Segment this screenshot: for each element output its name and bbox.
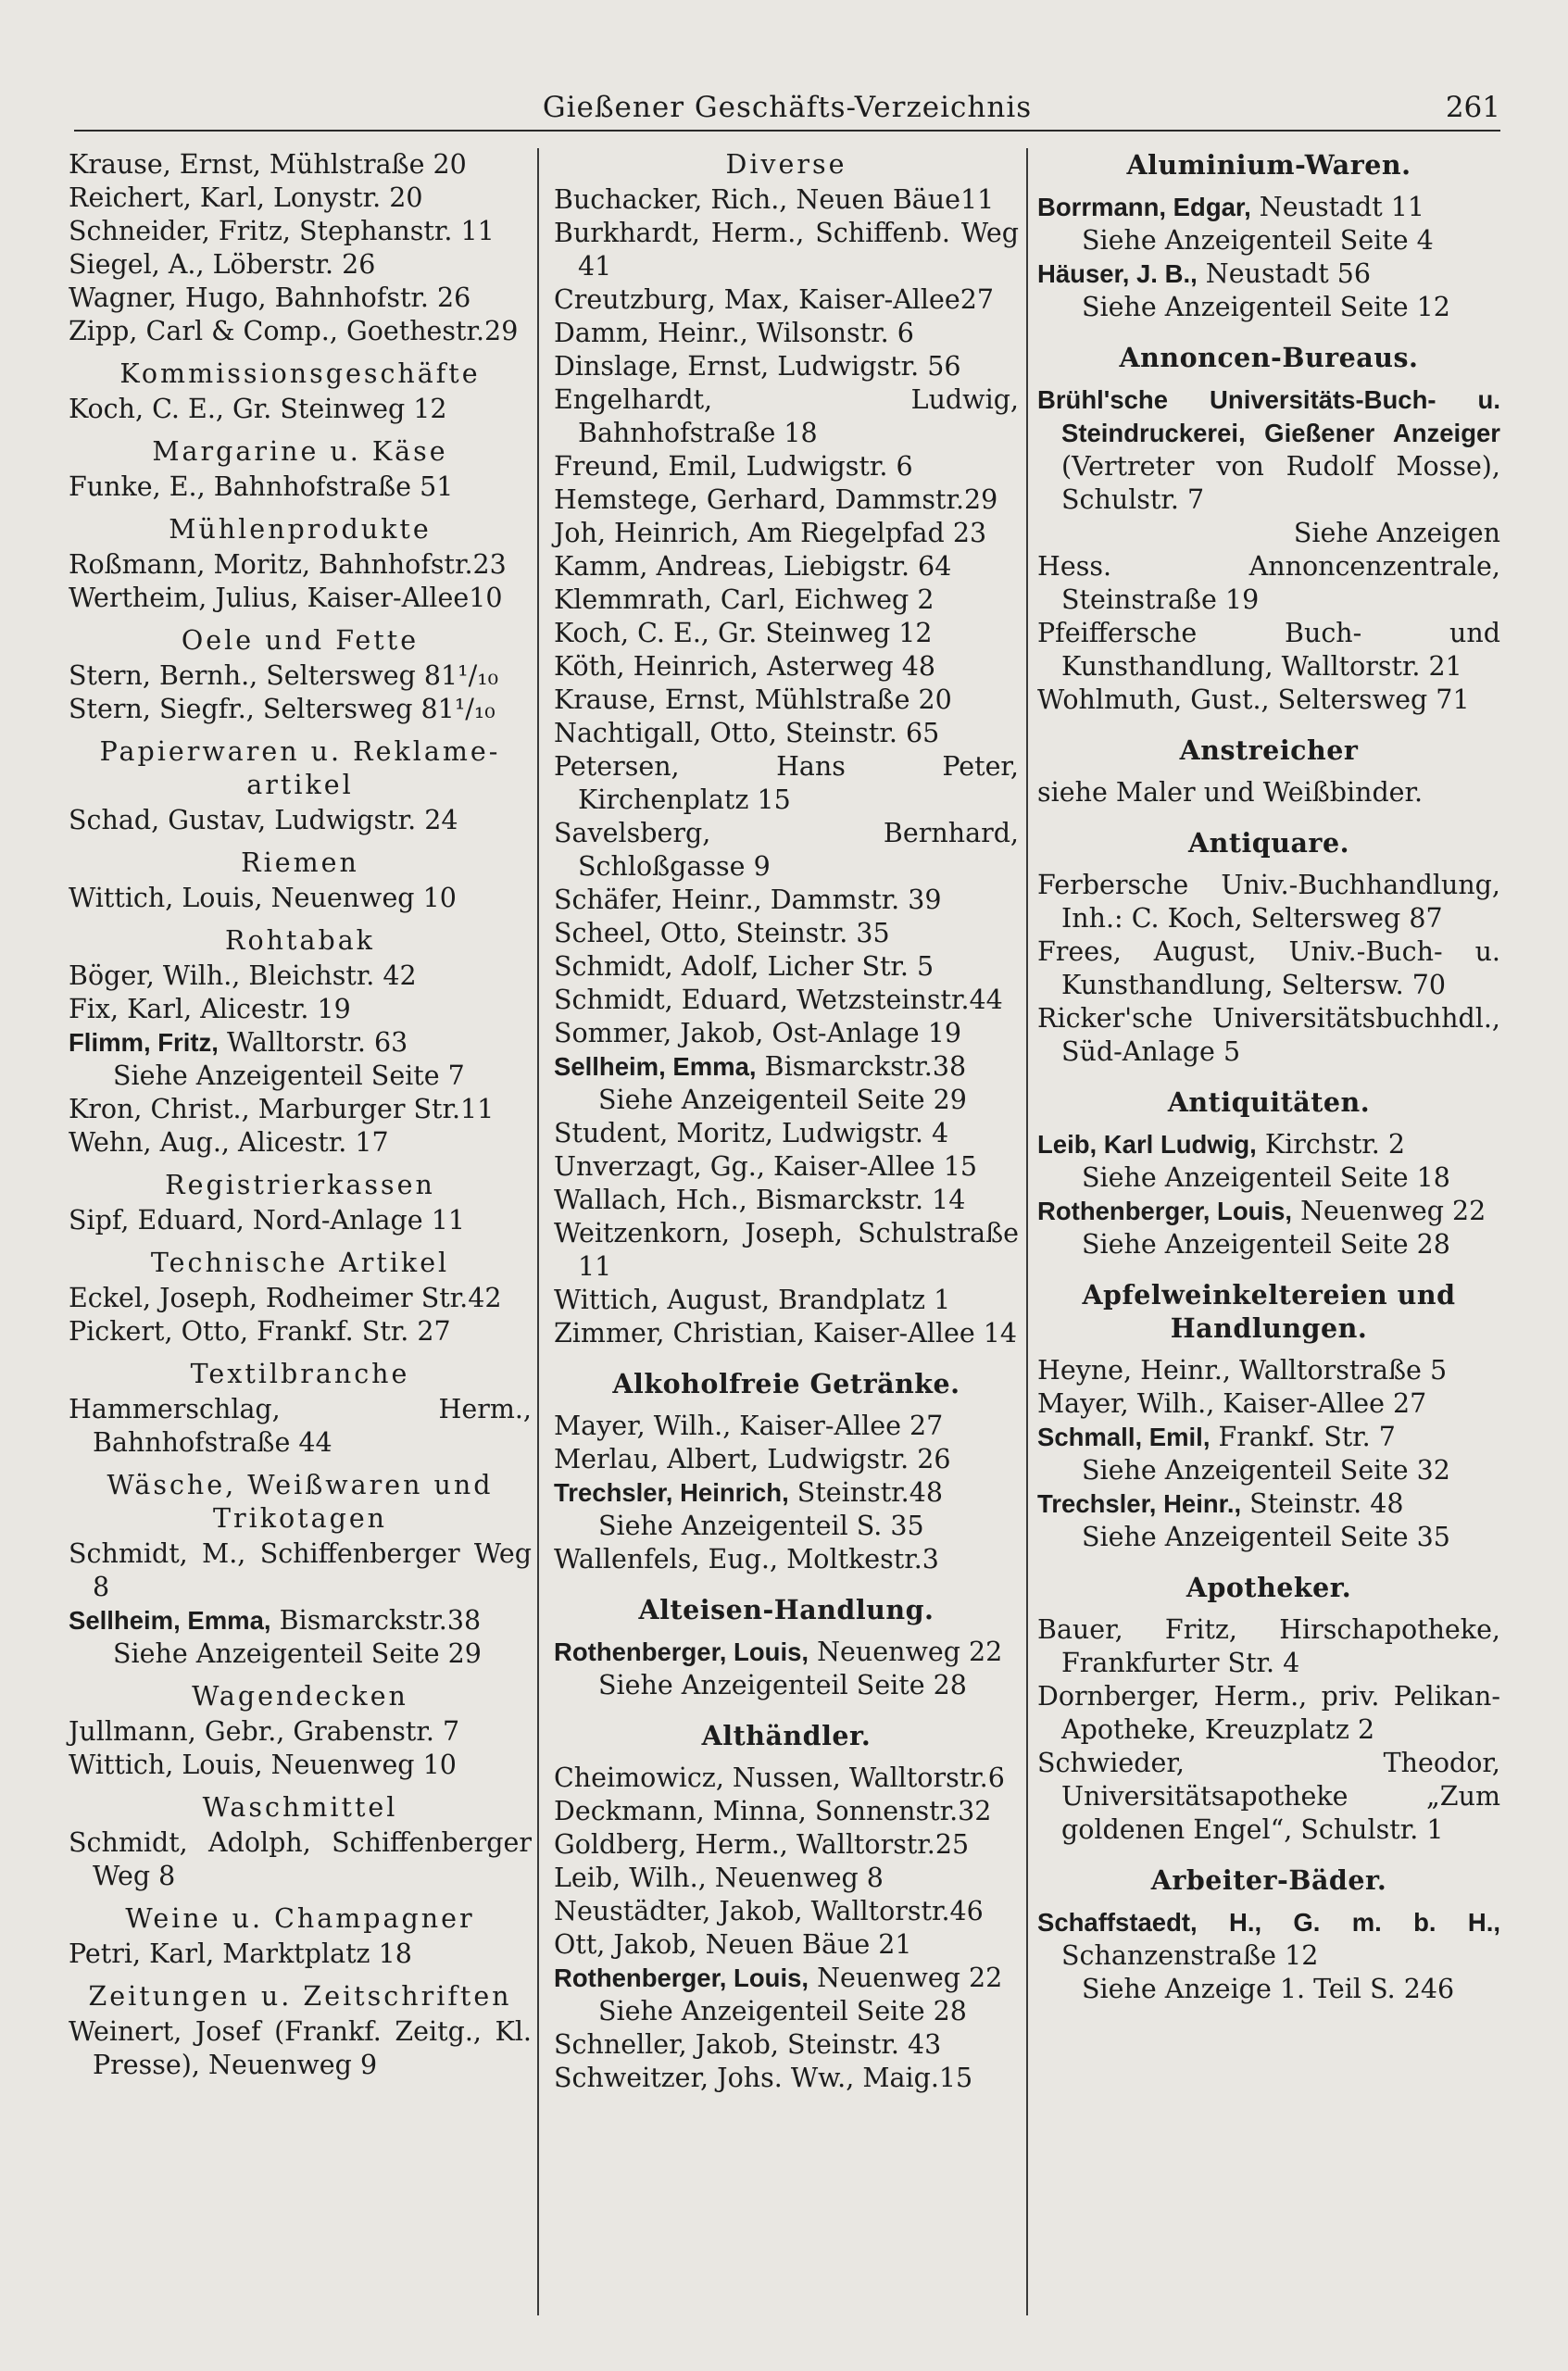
directory-entry [69,248,532,282]
section-heading: Kommissionsgeschäfte [119,358,481,389]
entry-text: Mayer, Wilh., Kaiser-Allee 27 [554,1411,944,1441]
entry-text: Steinstr. 48 [1241,1488,1404,1519]
entry-text: Hammerschlag, Herm., Bahnhofstraße 44 [69,1394,532,1458]
entry-text: Funke, E., Bahnhofstraße 51 [69,471,454,502]
section-heading: Apotheker. [1185,1572,1352,1603]
section-heading: Margarine u. Käse [152,436,448,467]
entry-text: Damm, Heinr., Wilsonstr. 6 [554,318,914,348]
entry-text: Buchacker, Rich., Neuen Bäue11 [554,184,995,215]
ad-reference-note: Siehe Anzeigenteil Seite 12 [1082,292,1450,322]
directory-entry [554,1862,1019,1895]
directory-entry [554,717,1019,750]
ad-reference-note: Siehe Anzeigenteil Seite 7 [113,1060,465,1091]
entry-text: Petri, Karl, Marktplatz 18 [69,1938,412,1969]
entry-text: Dornberger, Herm., priv. Pelikan-Apotheke, Kreuzplatz 2 [1037,1681,1500,1745]
entry-text: Ott, Jakob, Neuen Bäue 21 [554,1929,912,1960]
directory-entry [69,1093,532,1126]
section-heading: Althändler. [701,1720,872,1751]
entry-text: Krause, Ernst, Mühlstraße 20 [554,684,952,715]
directory-entry [554,1476,1019,1510]
directory-entry [1037,383,1500,517]
directory-entry [69,1749,532,1782]
entry-text: Wertheim, Julius, Kaiser-Allee10 [69,583,503,613]
directory-entry [69,2015,532,2082]
section-heading: Riemen [241,847,359,878]
directory-entry [554,950,1019,984]
directory-entry [554,684,1019,717]
directory-entry [554,1410,1019,1443]
directory-entry [554,1828,1019,1862]
section-heading: Wäsche, Weißwaren und Trikotagen [107,1470,494,1534]
entry-text: Kamm, Andreas, Liebigstr. 64 [554,551,952,582]
directory-entry [69,1204,532,1237]
directory-entry [554,1962,1019,1995]
entry-text: Neuenweg 22 [809,1963,1003,1993]
entry-text: Schmidt, Eduard, Wetzsteinstr.44 [554,985,1003,1015]
section-heading: Wagendecken [192,1681,408,1712]
directory-entry [69,882,532,915]
directory-entry [69,1604,532,1637]
directory-entry [1037,1487,1500,1521]
entry-text: Fix, Karl, Alicestr. 19 [69,994,351,1024]
directory-entry [1037,1906,1500,1973]
directory-entry [554,750,1019,817]
column-divider [1026,148,1028,2315]
entry-text: Scheel, Otto, Steinstr. 35 [554,918,890,948]
entry-name-bold: Rothenberger, Louis, [554,1637,809,1666]
section-heading: Anstreicher [1179,734,1359,766]
section-heading: Oele und Fette [181,625,420,656]
entry-text: Schäfer, Heinr., Dammstr. 39 [554,884,942,915]
entry-text: Weitzenkorn, Joseph, Schulstraße 11 [554,1218,1019,1282]
entry-text: Nachtigall, Otto, Steinstr. 65 [554,718,940,748]
directory-entry [1037,1354,1500,1387]
entry-text: Roßmann, Moritz, Bahnhofstr.23 [69,549,507,580]
directory-entry [554,317,1019,350]
directory-entry [554,1895,1019,1928]
directory-entry [69,582,532,615]
entry-text: Bismarckstr.38 [270,1605,482,1636]
entry-text: Bismarckstr.38 [756,1051,967,1082]
directory-column-2 [554,148,1019,2095]
directory-entry [69,148,532,182]
directory-entry [554,2062,1019,2095]
directory-entry [554,1184,1019,1217]
entry-text: Merlau, Albert, Ludwigstr. 26 [554,1444,951,1474]
directory-entry [554,1543,1019,1576]
entry-text: Walltorstr. 63 [218,1027,408,1058]
ad-reference-note: Siehe Anzeige 1. Teil S. 246 [1082,1974,1455,2004]
directory-entry [1037,1421,1500,1454]
directory-entry [554,1795,1019,1828]
ad-reference-note: Siehe Anzeigenteil S. 35 [598,1511,924,1541]
section-heading: Antiquare. [1187,827,1349,859]
directory-entry [69,470,532,504]
entry-text: Steinstr.48 [788,1477,944,1508]
section-heading: Aluminium-Waren. [1126,149,1411,181]
entry-text: Neuenweg 22 [1292,1196,1486,1226]
ad-reference-note: Siehe Anzeigenteil Seite 32 [1082,1455,1450,1486]
directory-entry [1037,1387,1500,1421]
entry-text: Leib, Wilh., Neuenweg 8 [554,1863,884,1893]
directory-entry [1037,776,1500,809]
entry-text: Freund, Emil, Ludwigstr. 6 [554,451,913,482]
entry-name-bold: Trechsler, Heinr., [1037,1489,1242,1518]
entry-name-bold: Leib, Karl Ludwig, [1037,1130,1257,1159]
entry-text: Goldberg, Herm., Walltorstr.25 [554,1829,970,1860]
entry-text: Hemstege, Gerhard, Dammstr.29 [554,484,998,515]
entry-name-bold: Rothenberger, Louis, [1037,1197,1293,1225]
ad-reference-note: Siehe Anzeigenteil Seite 29 [598,1085,967,1115]
directory-column-1 [69,148,532,2082]
entry-text: Hess. Annoncenzentrale, Steinstraße 19 [1037,551,1500,615]
entry-text: Stern, Siegfr., Seltersweg 81¹/₁₀ [69,694,495,724]
directory-entry [554,350,1019,383]
entry-text: Schmidt, Adolf, Licher Str. 5 [554,951,935,982]
entry-name-bold: Schmall, Emil, [1037,1423,1210,1451]
entry-name-bold: Flimm, Fritz, [69,1028,219,1057]
entry-text: Burkhardt, Herm., Schiffenb. Weg 41 [554,218,1019,282]
directory-entry [554,183,1019,217]
section-heading: Annoncen-Bureaus. [1119,342,1419,373]
section-heading: Textilbranche [190,1359,410,1389]
directory-entry [69,315,532,348]
entry-text: Schmidt, Adolph, Schiffenberger Weg 8 [69,1827,532,1891]
entry-text: Kirchstr. 2 [1256,1129,1406,1160]
entry-text: Neuenweg 22 [809,1637,1003,1667]
entry-text: Krause, Ernst, Mühlstraße 20 [69,149,467,180]
directory-entry [1037,191,1500,224]
directory-entry [69,1537,532,1604]
directory-entry [1037,550,1500,617]
entry-text: Koch, C. E., Gr. Steinweg 12 [69,394,447,424]
entry-text: Pfeiffersche Buch- und Kunsthandlung, Walltorstr. 21 [1037,618,1500,682]
directory-entry [554,1217,1019,1284]
directory-entry [1037,257,1500,291]
directory-entry [69,659,532,693]
directory-entry [554,383,1019,450]
entry-name-bold: Brühl'sche Universitäts-Buch- u. Steindruckerei, Gießener Anzeiger [1037,385,1500,447]
entry-text: Jullmann, Gebr., Grabenstr. 7 [69,1716,460,1747]
section-heading: Alkoholfreie Getränke. [612,1368,960,1399]
section-heading: Zeitungen u. Zeitschriften [88,1981,512,2012]
directory-entry [1037,684,1500,717]
directory-entry [1037,869,1500,935]
entry-text: Bauer, Fritz, Hirschapotheke, Frankfurter Str. 4 [1037,1614,1500,1678]
directory-entry [69,1282,532,1315]
directory-entry [1037,935,1500,1002]
entry-text: Siegel, A., Löberstr. 26 [69,249,376,280]
entry-text: Schanzenstraße 12 [1061,1940,1319,1971]
directory-entry [69,1393,532,1460]
entry-text: Student, Moritz, Ludwigstr. 4 [554,1118,949,1148]
directory-entry [554,483,1019,517]
directory-entry [554,1284,1019,1317]
directory-entry [1037,1680,1500,1747]
directory-entry [1037,1128,1500,1161]
directory-entry [554,917,1019,950]
directory-entry [554,1443,1019,1476]
section-heading: Rohtabak [225,925,375,956]
directory-entry [69,960,532,993]
entry-text: Schad, Gustav, Ludwigstr. 24 [69,805,458,835]
entry-text: Klemmrath, Carl, Eichweg 2 [554,584,935,615]
entry-text: Koch, C. E., Gr. Steinweg 12 [554,618,933,648]
section-heading: Mühlenprodukte [169,514,432,545]
entry-text: Weinert, Josef (Frankf. Zeitg., Kl. Presse), Neuenweg 9 [69,2016,532,2080]
entry-text: Reichert, Karl, Lonystr. 20 [69,182,423,213]
directory-entry [69,393,532,426]
entry-text: Schmidt, M., Schiffenberger Weg 8 [69,1538,532,1602]
entry-text: Engelhardt, Ludwig, Bahnhofstraße 18 [554,384,1019,448]
entry-text: Köth, Heinrich, Asterweg 48 [554,651,935,682]
directory-entry [554,1636,1019,1669]
directory-entry [554,984,1019,1017]
entry-text: Schweitzer, Johs. Ww., Maig.15 [554,2063,973,2093]
entry-name-bold: Rothenberger, Louis, [554,1963,809,1992]
entry-text: Ferbersche Univ.-Buchhandlung, Inh.: C. Koch, Seltersweg 87 [1037,870,1500,934]
directory-entry [69,1715,532,1749]
ad-reference-note: Siehe Anzeigenteil Seite 28 [598,1996,967,2026]
directory-entry [69,282,532,315]
directory-entry [554,1050,1019,1084]
entry-text: Neustädter, Jakob, Walltorstr.46 [554,1896,984,1926]
entry-text: Unverzagt, Gg., Kaiser-Allee 15 [554,1151,977,1182]
section-heading: Apfelweinkeltereien und Handlungen. [1082,1279,1456,1344]
entry-text: (Vertreter von Rudolf Mosse), Schulstr. 7 [1061,451,1500,515]
directory-entry [554,217,1019,283]
section-heading: Technische Artikel [150,1248,450,1278]
entry-text: Heyne, Heinr., Walltorstraße 5 [1037,1355,1448,1386]
directory-entry [554,1017,1019,1050]
directory-entry [69,693,532,726]
directory-entry [554,617,1019,650]
section-heading: Arbeiter-Bäder. [1150,1864,1387,1896]
entry-text: Savelsberg, Bernhard, Schloßgasse 9 [554,818,1019,882]
directory-entry [69,1026,532,1060]
page-header [74,91,1500,130]
ad-reference-note: Siehe Anzeigenteil Seite 18 [1082,1162,1450,1193]
directory-entry [1037,617,1500,684]
entry-text: Wittich, Louis, Neuenweg 10 [69,883,457,913]
section-heading: Alteisen-Handlung. [638,1594,935,1625]
entry-text: Deckmann, Minna, Sonnenstr.32 [554,1796,992,1826]
entry-text: Petersen, Hans Peter, Kirchenplatz 15 [554,751,1019,815]
directory-entry [554,650,1019,684]
directory-entry [554,1762,1019,1795]
ad-reference-note: Siehe Anzeigenteil Seite 28 [1082,1229,1450,1260]
entry-text: Wohlmuth, Gust., Seltersweg 71 [1037,684,1470,715]
ad-reference-note: Siehe Anzeigen [1293,518,1500,548]
directory-entry [1037,1195,1500,1228]
entry-name-bold: Schaffstaedt, H., G. m. b. H., [1037,1908,1500,1937]
column-divider [537,148,539,2315]
directory-entry [554,1150,1019,1184]
header-rule [74,130,1500,132]
section-heading: Registrierkassen [165,1170,435,1200]
entry-text: Frankf. Str. 7 [1210,1422,1396,1452]
directory-entry [69,804,532,837]
entry-text: siehe Maler und Weißbinder. [1037,777,1424,808]
entry-text: Kron, Christ., Marburger Str.11 [69,1094,495,1124]
entry-text: Eckel, Joseph, Rodheimer Str.42 [69,1283,502,1313]
directory-entry [69,1126,532,1160]
directory-entry [69,548,532,582]
entry-text: Zimmer, Christian, Kaiser-Allee 14 [554,1318,1018,1349]
directory-entry [554,884,1019,917]
directory-entry [69,993,532,1026]
directory-entry [554,550,1019,583]
directory-entry [69,1938,532,1971]
ad-reference-note: Siehe Anzeigenteil Seite 28 [598,1670,967,1700]
directory-entry [554,1928,1019,1962]
entry-text: Pickert, Otto, Frankf. Str. 27 [69,1316,451,1347]
directory-entry [554,2028,1019,2062]
directory-entry [554,283,1019,317]
entry-text: Böger, Wilh., Bleichstr. 42 [69,960,417,991]
entry-text: Schneider, Fritz, Stephanstr. 11 [69,216,495,246]
directory-entry [554,583,1019,617]
entry-text: Dinslage, Ernst, Ludwigstr. 56 [554,351,961,382]
entry-text: Joh, Heinrich, Am Riegelpfad 23 [554,518,987,548]
entry-text: Wallenfels, Eug., Moltkestr.3 [554,1544,939,1574]
directory-entry [69,1826,532,1893]
directory-entry [69,182,532,215]
entry-text: Creutzburg, Max, Kaiser-Allee27 [554,284,995,315]
directory-entry [69,215,532,248]
page-title: Gießener Geschäfts-Verzeichnis [542,91,1033,124]
section-heading: Antiquitäten. [1167,1086,1371,1118]
directory-entry [1037,1002,1500,1069]
ad-reference-note: Siehe Anzeigenteil Seite 35 [1082,1522,1450,1552]
entry-text: Wehn, Aug., Alicestr. 17 [69,1127,389,1158]
section-heading: Waschmittel [202,1792,398,1823]
entry-text: Sipf, Eduard, Nord-Anlage 11 [69,1205,465,1236]
directory-entry [1037,1613,1500,1680]
section-heading: Diverse [725,149,847,180]
entry-text: Frees, August, Univ.-Buch- u. Kunsthandlung, Seltersw. 70 [1037,936,1500,1000]
directory-column-3 [1037,148,1500,2006]
entry-name-bold: Sellheim, Emma, [554,1052,757,1081]
entry-text: Neustadt 56 [1197,258,1372,289]
directory-entry [554,1317,1019,1350]
section-heading: Weine u. Champagner [125,1903,475,1934]
entry-text: Neustadt 11 [1250,192,1425,222]
entry-text: Wittich, Louis, Neuenweg 10 [69,1750,457,1780]
entry-text: Zipp, Carl & Comp., Goethestr.29 [69,316,519,346]
directory-entry [69,1315,532,1349]
directory-entry [1037,1747,1500,1847]
entry-name-bold: Sellheim, Emma, [69,1606,271,1635]
entry-text: Cheimowicz, Nussen, Walltorstr.6 [554,1763,1005,1793]
entry-text: Stern, Bernh., Seltersweg 81¹/₁₀ [69,660,499,691]
entry-name-bold: Trechsler, Heinrich, [554,1478,789,1507]
directory-entry [554,1117,1019,1150]
directory-entry [554,450,1019,483]
entry-text: Mayer, Wilh., Kaiser-Allee 27 [1037,1388,1427,1419]
section-heading: Papierwaren u. Reklame-artikel [99,736,501,800]
entry-text: Wagner, Hugo, Bahnhofstr. 26 [69,282,471,313]
entry-text: Schneller, Jakob, Steinstr. 43 [554,2029,942,2060]
entry-name-bold: Häuser, J. B., [1037,259,1198,288]
page-number: 261 [1445,91,1500,124]
entry-text: Wittich, August, Brandplatz 1 [554,1285,951,1315]
ad-reference-note: Siehe Anzeigenteil Seite 4 [1082,225,1434,256]
ad-reference-note: Siehe Anzeigenteil Seite 29 [113,1638,482,1669]
entry-text: Ricker'sche Universitätsbuchhdl., Süd-Anlage 5 [1037,1003,1500,1067]
entry-text: Wallach, Hch., Bismarckstr. 14 [554,1185,966,1215]
entry-text: Sommer, Jakob, Ost-Anlage 19 [554,1018,961,1048]
directory-entry [554,517,1019,550]
directory-entry [554,817,1019,884]
entry-text: Schwieder, Theodor, Universitätsapotheke „Zum goldenen Engel“, Schulstr. 1 [1037,1748,1500,1845]
entry-name-bold: Borrmann, Edgar, [1037,193,1251,221]
